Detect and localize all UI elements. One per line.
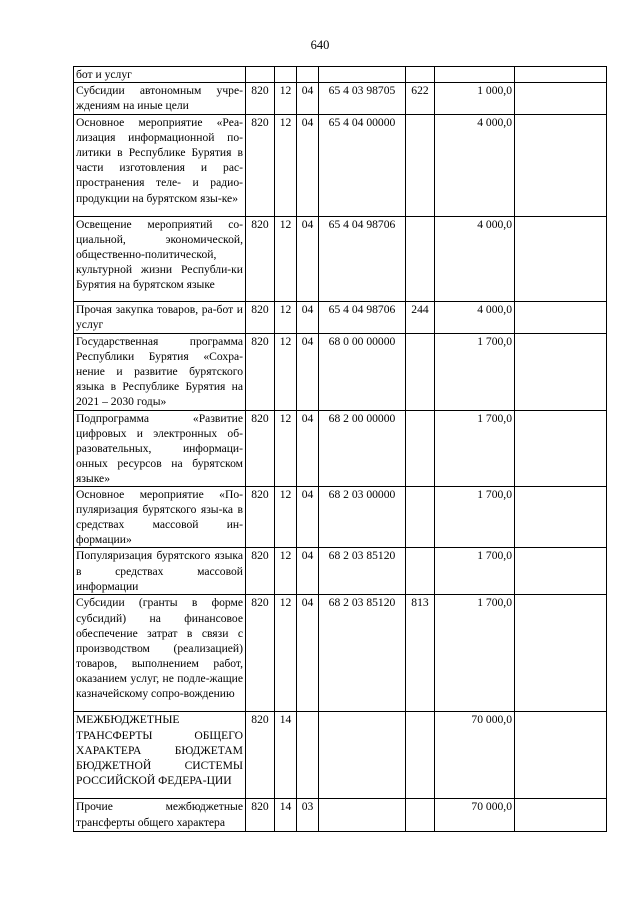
table-row: [74, 548, 607, 595]
target-article-code-text: 68 2 03 85120: [328, 549, 396, 563]
subsection-code: [297, 595, 319, 712]
amount: [435, 799, 515, 832]
target-article-code-text: 68 0 00 00000: [328, 335, 396, 349]
item-name-text: бот и услуг: [76, 68, 132, 81]
expense-type-code: [406, 712, 435, 799]
subsection-code: [297, 712, 319, 799]
target-article-code: [319, 548, 406, 595]
item-name: [74, 410, 246, 486]
ministry-code: [246, 548, 275, 595]
target-article-code-text: 65 4 03 98705: [328, 84, 396, 98]
ministry-code-text: 820: [251, 549, 269, 563]
table-row: [74, 115, 607, 217]
table-row: [74, 799, 607, 832]
section-code: [275, 115, 297, 217]
target-article-code-text: 68 2 03 00000: [328, 488, 396, 502]
section-code-text: 14: [279, 800, 292, 814]
item-name-text: Субсидии (гранты в форме субсидий) на финансовое обеспечение затрат в связи с производством (реализацией) товаров, выполнением работ, оказанием услуг, не подле-жащие казначейскому сопро-вождению: [76, 596, 243, 700]
ministry-code-text: 820: [251, 303, 269, 317]
subsection-code: [297, 487, 319, 548]
subsection-code: [297, 83, 319, 115]
table-row: [74, 83, 607, 115]
item-name-text: Подпрограмма «Развитие цифровых и электронных об-разовательных, информаци-онных ресурсов на бурятском языке»: [76, 411, 243, 485]
expense-type-code: [406, 548, 435, 595]
section-code: [275, 799, 297, 832]
target-article-code: [319, 410, 406, 486]
item-name: [74, 217, 246, 302]
amount-text: 70 000,0: [471, 713, 512, 727]
section-code-text: 12: [279, 488, 292, 502]
ministry-code-text: 820: [251, 713, 269, 727]
amount-text: 4 000,0: [477, 218, 512, 232]
target-article-code: [319, 67, 406, 83]
target-article-code: [319, 217, 406, 302]
item-name: [74, 595, 246, 712]
empty-cell: [515, 799, 607, 832]
section-code: [275, 410, 297, 486]
section-code-text: 12: [279, 84, 292, 98]
item-name: [74, 302, 246, 334]
subsection-code-text: 04: [301, 488, 314, 502]
expense-type-code-text: 244: [411, 303, 429, 317]
amount-text: 70 000,0: [471, 800, 512, 814]
section-code: [275, 595, 297, 712]
empty-cell: [515, 487, 607, 548]
ministry-code: [246, 115, 275, 217]
amount: [435, 302, 515, 334]
section-code: [275, 67, 297, 83]
section-code: [275, 548, 297, 595]
target-article-code: [319, 334, 406, 410]
subsection-code-text: 04: [301, 335, 314, 349]
item-name: [74, 115, 246, 217]
expense-type-code: [406, 595, 435, 712]
subsection-code-text: 04: [301, 218, 314, 232]
section-code-text: 12: [279, 335, 292, 349]
item-name-text: Государственная программа Республики Бурятия «Сохра-нение и развитие бурятского языка в Республике Бурятия на 2021 – 2030 годы»: [76, 335, 243, 409]
empty-cell: [515, 595, 607, 712]
ministry-code: [246, 799, 275, 832]
item-name: [74, 548, 246, 595]
amount: [435, 410, 515, 486]
section-code: [275, 334, 297, 410]
amount-text: 1 700,0: [477, 549, 512, 563]
target-article-code-text: 68 2 03 85120: [328, 596, 396, 610]
section-code-text: 12: [279, 116, 292, 130]
ministry-code-text: 820: [251, 800, 269, 814]
target-article-code-text: 65 4 04 98706: [328, 303, 396, 317]
section-code-text: 12: [279, 411, 292, 425]
subsection-code: [297, 115, 319, 217]
expense-type-code: [406, 115, 435, 217]
expense-type-code: [406, 83, 435, 115]
amount: [435, 115, 515, 217]
section-code-text: 12: [279, 549, 292, 563]
section-code-text: 12: [279, 596, 292, 610]
target-article-code: [319, 487, 406, 548]
amount: [435, 595, 515, 712]
ministry-code: [246, 302, 275, 334]
ministry-code: [246, 217, 275, 302]
subsection-code: [297, 799, 319, 832]
empty-cell: [515, 302, 607, 334]
empty-cell: [515, 83, 607, 115]
table-row: [74, 334, 607, 410]
target-article-code: [319, 595, 406, 712]
table-row: [74, 410, 607, 486]
target-article-code: [319, 712, 406, 799]
subsection-code-text: 04: [301, 596, 314, 610]
table-row: [74, 712, 607, 799]
expense-type-code: [406, 410, 435, 486]
item-name-text: Субсидии автономным учре-ждениям на иные цели: [76, 84, 243, 113]
section-code: [275, 83, 297, 115]
amount-text: 1 700,0: [477, 596, 512, 610]
empty-cell: [515, 712, 607, 799]
target-article-code: [319, 799, 406, 832]
section-code: [275, 302, 297, 334]
amount-text: 4 000,0: [477, 303, 512, 317]
expense-type-code: [406, 487, 435, 548]
amount-text: 1 700,0: [477, 488, 512, 502]
ministry-code-text: 820: [251, 596, 269, 610]
section-code: [275, 487, 297, 548]
expense-type-code: [406, 217, 435, 302]
item-name: [74, 487, 246, 548]
expense-type-code-text: 622: [411, 84, 429, 98]
item-name-text: Популяризация бурятского языка в средствах массовой информации: [76, 549, 243, 593]
expense-type-code: [406, 67, 435, 83]
empty-cell: [515, 548, 607, 595]
ministry-code: [246, 334, 275, 410]
subsection-code-text: 04: [301, 84, 314, 98]
target-article-code-text: 68 2 00 00000: [328, 411, 396, 425]
section-code-text: 12: [279, 303, 292, 317]
target-article-code-text: 65 4 04 00000: [328, 116, 396, 130]
budget-table: [73, 66, 607, 832]
item-name: [74, 334, 246, 410]
expense-type-code: [406, 302, 435, 334]
table-row: [74, 595, 607, 712]
subsection-code: [297, 548, 319, 595]
item-name: [74, 799, 246, 832]
amount: [435, 487, 515, 548]
section-code: [275, 712, 297, 799]
empty-cell: [515, 67, 607, 83]
ministry-code: [246, 83, 275, 115]
ministry-code-text: 820: [251, 84, 269, 98]
item-name-text: Прочая закупка товаров, ра-бот и услуг: [76, 303, 243, 332]
amount: [435, 67, 515, 83]
amount-text: 1 700,0: [477, 335, 512, 349]
amount-text: 1 700,0: [477, 411, 512, 425]
ministry-code: [246, 410, 275, 486]
subsection-code: [297, 334, 319, 410]
amount-text: 4 000,0: [477, 116, 512, 130]
subsection-code-text: 04: [301, 549, 314, 563]
ministry-code: [246, 712, 275, 799]
target-article-code-text: 65 4 04 98706: [328, 218, 396, 232]
ministry-code: [246, 487, 275, 548]
expense-type-code-text: 813: [411, 596, 429, 610]
ministry-code: [246, 595, 275, 712]
subsection-code: [297, 302, 319, 334]
target-article-code: [319, 83, 406, 115]
item-name-text: Прочие межбюджетные трансферты общего характера: [76, 800, 243, 829]
ministry-code-text: 820: [251, 116, 269, 130]
subsection-code: [297, 67, 319, 83]
amount-text: 1 000,0: [477, 84, 512, 98]
subsection-code-text: 04: [301, 303, 314, 317]
amount: [435, 217, 515, 302]
section-code-text: 14: [279, 713, 292, 727]
page-number: 640: [310, 38, 330, 52]
item-name: [74, 67, 246, 83]
target-article-code: [319, 115, 406, 217]
amount: [435, 334, 515, 410]
expense-type-code: [406, 799, 435, 832]
table-row: [74, 67, 607, 83]
ministry-code-text: 820: [251, 488, 269, 502]
table-row: [74, 302, 607, 334]
empty-cell: [515, 217, 607, 302]
amount: [435, 83, 515, 115]
expense-type-code: [406, 334, 435, 410]
item-name-text: МЕЖБЮДЖЕТНЫЕ ТРАНСФЕРТЫ ОБЩЕГО ХАРАКТЕРА БЮДЖЕТАМ БЮДЖЕТНОЙ СИСТЕМЫ РОССИЙСКОЙ ФЕДЕРА-ЦИИ: [76, 713, 243, 787]
ministry-code-text: 820: [251, 218, 269, 232]
item-name-text: Освещение мероприятий со-циальной, экономической, общественно-политической, культурной жизни Республи-ки Бурятия на бурятском языке: [76, 218, 243, 292]
table-body: [74, 67, 607, 832]
subsection-code-text: 04: [301, 116, 314, 130]
ministry-code: [246, 67, 275, 83]
subsection-code: [297, 217, 319, 302]
empty-cell: [515, 115, 607, 217]
section-code-text: 12: [279, 218, 292, 232]
target-article-code: [319, 302, 406, 334]
item-name-text: Основное мероприятие «По-пуляризация бурятского язы-ка в средствах массовой ин-формации»: [76, 488, 243, 547]
subsection-code: [297, 410, 319, 486]
empty-cell: [515, 334, 607, 410]
subsection-code-text: 03: [301, 800, 314, 814]
empty-cell: [515, 410, 607, 486]
amount: [435, 548, 515, 595]
item-name: [74, 712, 246, 799]
item-name-text: Основное мероприятие «Реа-лизация информационной по-литики в Республике Бурятия в части изготовления и рас-пространения теле- и радио-продукции на бурятском язы-ке»: [76, 116, 243, 205]
item-name: [74, 83, 246, 115]
table-row: [74, 217, 607, 302]
section-code: [275, 217, 297, 302]
table-row: [74, 487, 607, 548]
ministry-code-text: 820: [251, 335, 269, 349]
amount: [435, 712, 515, 799]
ministry-code-text: 820: [251, 411, 269, 425]
subsection-code-text: 04: [301, 411, 314, 425]
